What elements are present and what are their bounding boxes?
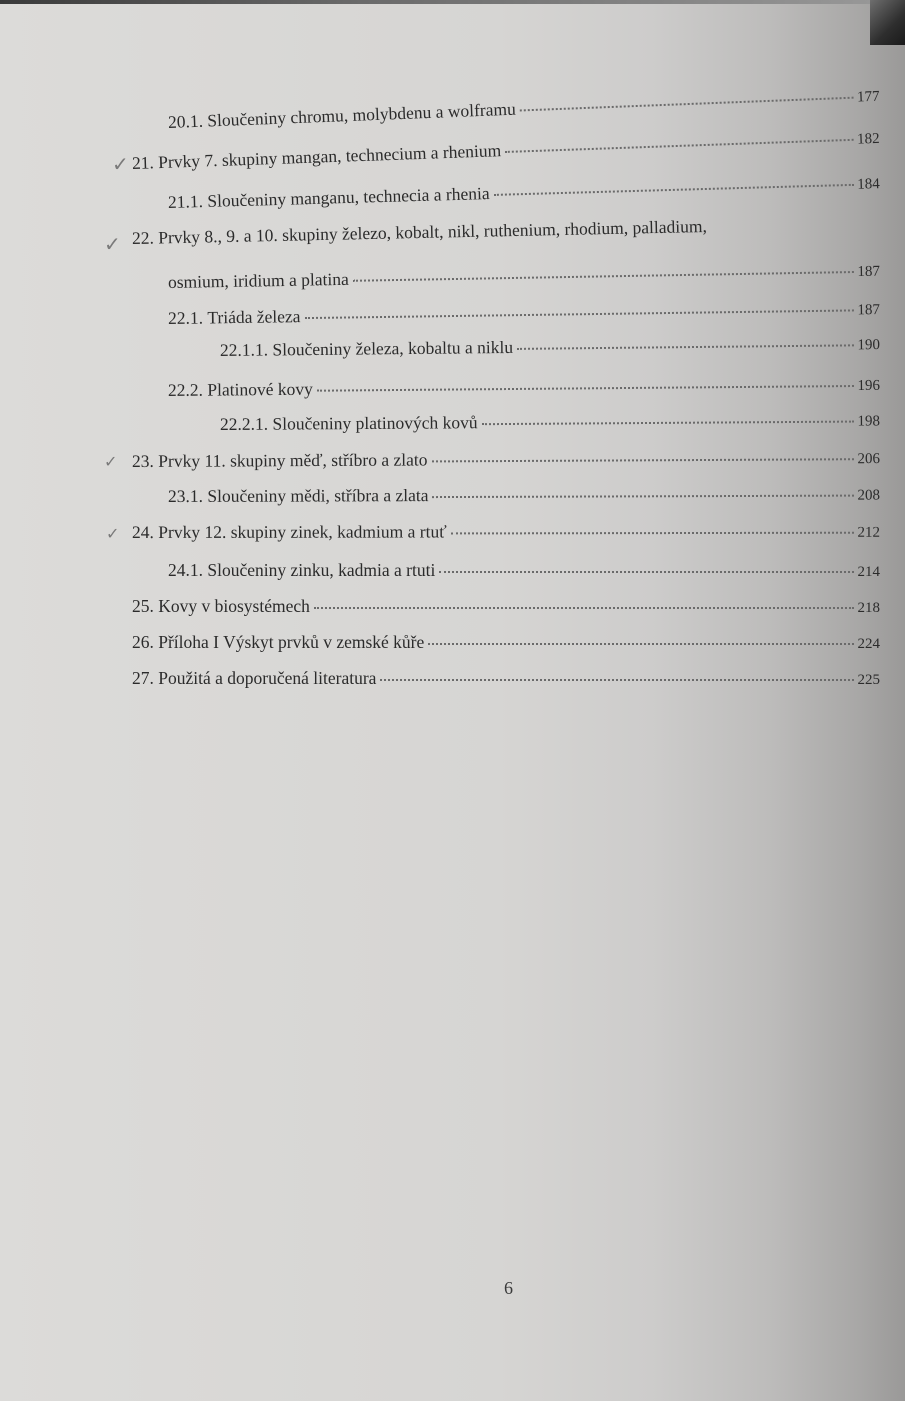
toc-entry-text: 22.2.1. Sloučeniny platinových kovů [219, 412, 478, 434]
toc-entry-21 [132, 127, 880, 174]
toc-page-number: 177 [856, 88, 880, 106]
dot-leader [431, 458, 853, 462]
dot-leader [380, 679, 853, 681]
dot-leader [428, 643, 853, 645]
toc-entry-22-2-1 [220, 409, 880, 435]
toc-entry-text: 27. Použitá a doporučená literatura [132, 668, 377, 688]
toc-entry-22-2 [168, 374, 880, 401]
toc-page-number: 187 [857, 302, 881, 319]
checkmark-icon: ✓ [104, 452, 118, 471]
toc-entry-text: 23. Prvky 11. skupiny měď, stříbro a zlato [131, 449, 428, 471]
toc-entry-23 [132, 447, 880, 472]
toc-entry-text: 20.1. Sloučeniny chromu, molybdenu a wolframu [167, 98, 517, 132]
dot-leader [517, 344, 853, 350]
toc-page-number: 206 [857, 451, 881, 468]
toc-entry-text: osmium, iridium a platina [167, 268, 349, 292]
dot-leader [353, 271, 854, 282]
toc-page-number: 224 [857, 636, 880, 652]
toc-page-number: 225 [857, 672, 880, 688]
toc-entry-27 [132, 668, 880, 689]
dot-leader [482, 421, 854, 426]
toc-entry-text: 22. Prvky 8., 9. a 10. skupiny železo, kobalt, nikl, ruthenium, rhodium, palladium, [131, 215, 708, 248]
dot-leader [494, 184, 854, 196]
toc-entry-22-1-1 [220, 333, 880, 361]
checkmark-icon: ✓ [106, 524, 120, 543]
dot-leader [451, 532, 854, 535]
toc-page-number: 214 [857, 564, 880, 580]
toc-entry-text: 22.2. Platinové kovy [167, 378, 313, 400]
dot-leader [439, 571, 853, 573]
toc-entry-22 [132, 213, 832, 249]
dot-leader [520, 97, 853, 112]
toc-entry-22-cont [168, 260, 880, 293]
toc-page-number: 196 [857, 377, 881, 394]
toc-entry-24-1 [168, 560, 880, 581]
checkmark-icon: ✓ [104, 232, 121, 256]
toc-entry-21-1 [168, 172, 880, 213]
toc-entry-26 [132, 632, 880, 653]
toc-page-number: 198 [857, 413, 881, 430]
dot-leader [432, 495, 853, 498]
dot-leader [314, 607, 854, 609]
toc-entry-23-1 [168, 484, 880, 507]
toc-entry-22-1 [168, 298, 880, 329]
toc-entry-20-1 [168, 85, 880, 133]
toc-page-number: 187 [857, 263, 881, 280]
toc-entry-25 [132, 596, 880, 617]
toc-entry-text: 21. Prvky 7. skupiny mangan, technecium a rhenium [131, 140, 502, 173]
toc-entry-text: 24. Prvky 12. skupiny zinek, kadmium a rtuť [131, 521, 447, 542]
dot-leader [505, 139, 853, 153]
dot-leader [304, 309, 853, 319]
toc-entry-text: 25. Kovy v biosystémech [132, 596, 310, 616]
toc-page-number: 184 [857, 176, 880, 193]
toc-page-number: 218 [857, 600, 880, 616]
toc-entry-text: 22.1.1. Sloučeniny železa, kobaltu a niklu [219, 336, 514, 360]
dot-leader [317, 385, 854, 392]
toc-entry-text: 26. Příloha I Výskyt prvků v zemské kůře [132, 632, 425, 652]
toc-entry-text: 22.1. Triáda železa [167, 306, 301, 328]
page-number: 6 [504, 1278, 513, 1298]
toc-page-number: 190 [857, 337, 881, 354]
checkmark-icon: ✓ [112, 152, 129, 176]
toc-entry-text: 24.1. Sloučeniny zinku, kadmia a rtuti [168, 560, 436, 580]
toc-page-number: 212 [857, 524, 881, 541]
toc-entry-24 [132, 521, 880, 543]
toc-entry-text: 21.1. Sloučeniny manganu, technecia a rhenia [167, 183, 490, 212]
toc-page-number: 208 [857, 487, 881, 504]
toc-entry-text: 23.1. Sloučeniny mědi, stříbra a zlata [167, 485, 429, 506]
toc-page-number: 182 [856, 130, 880, 148]
